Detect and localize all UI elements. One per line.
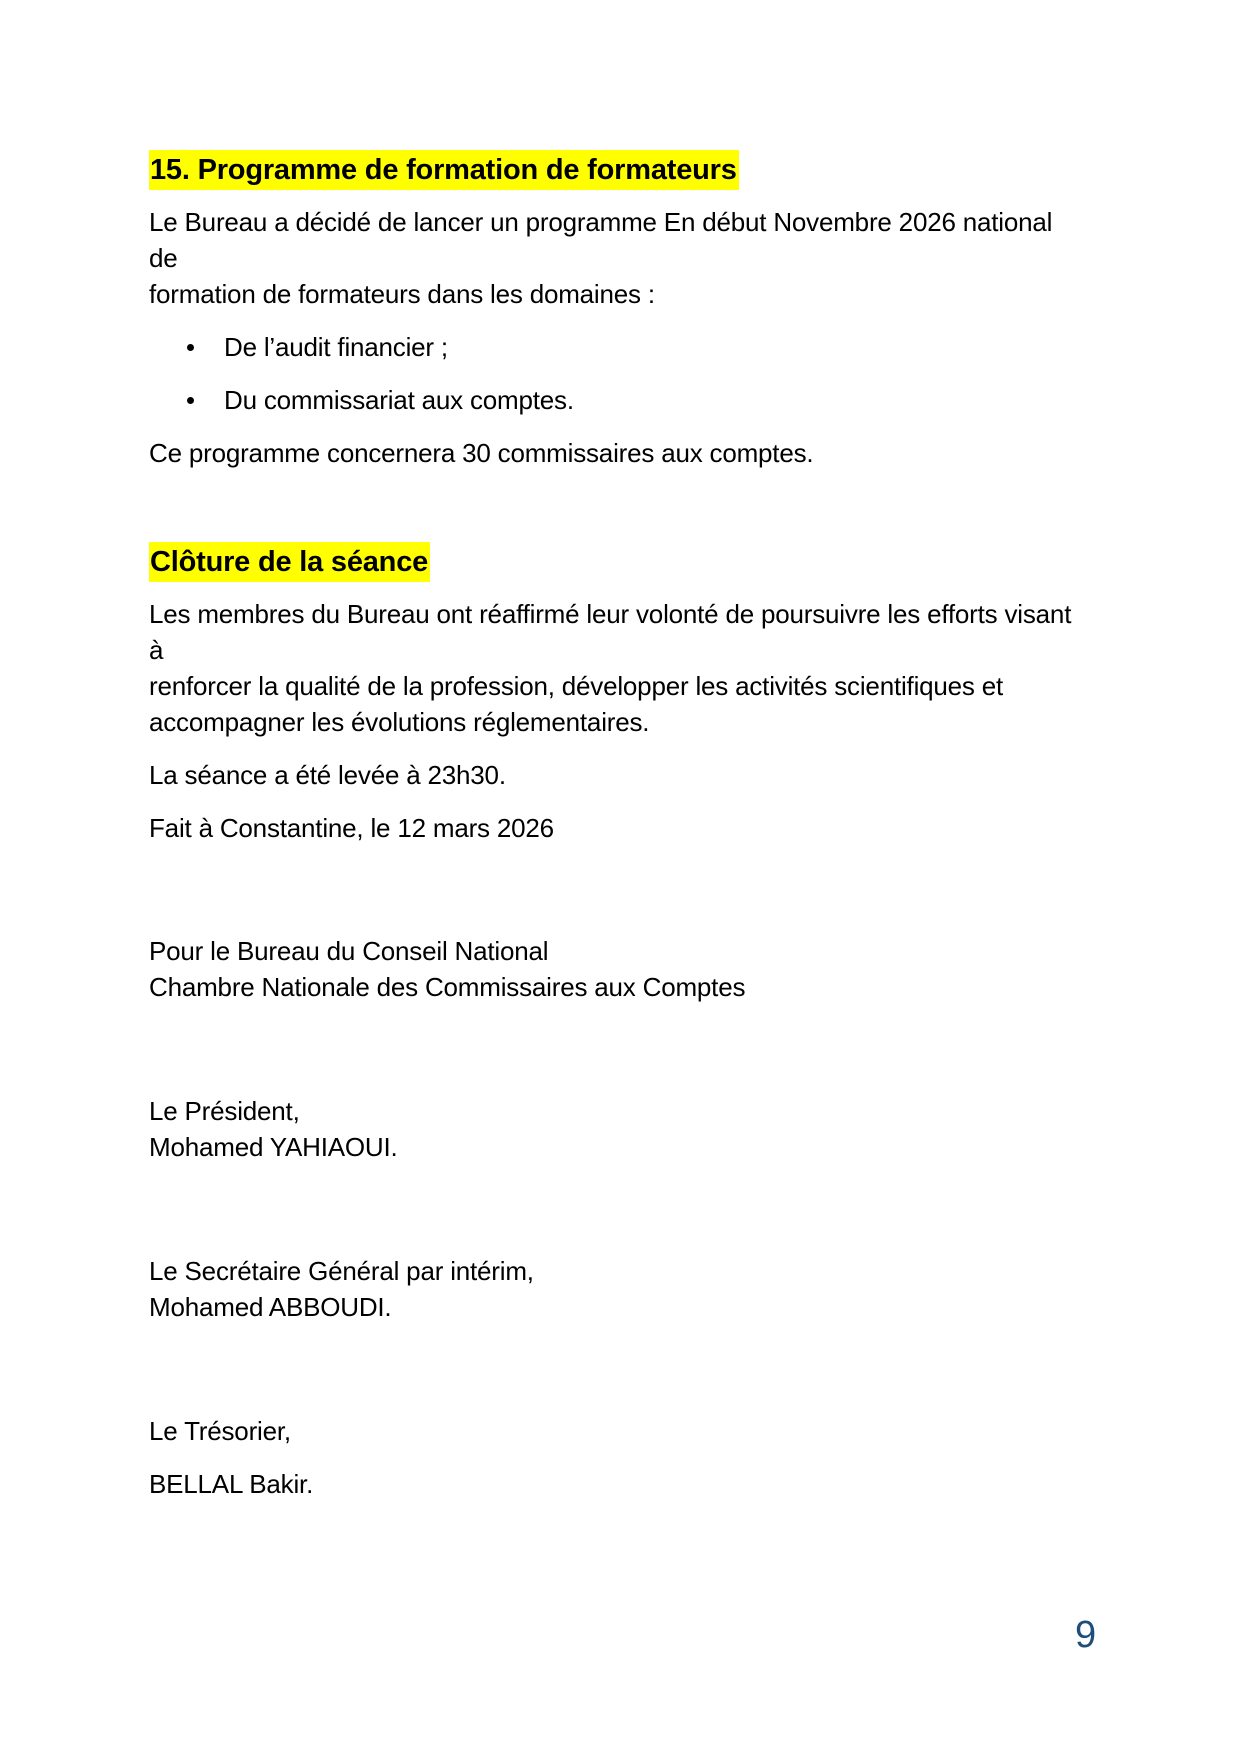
list-item-text: Du commissariat aux comptes. (224, 385, 574, 415)
secretary-title: Le Secrétaire Général par intérim, (149, 1256, 534, 1286)
treasurer-name: BELLAL Bakir. (149, 1469, 314, 1499)
signature-spacer (149, 863, 1079, 933)
closing-heading: Clôture de la séance (149, 542, 430, 582)
list-item (149, 382, 1079, 418)
closing-paragraph-line-1: Les membres du Bureau ont réaffirmé leur volonté de poursuivre les efforts visant à (149, 599, 1072, 665)
signature-spacer (149, 1182, 1079, 1253)
secretary-signature (149, 1253, 1079, 1325)
place-date-text: Fait à Constantine, le 12 mars 2026 (149, 813, 554, 843)
closing-heading-wrap (149, 542, 1079, 582)
page-number: 9 (1075, 1614, 1097, 1656)
secretary-name: Mohamed ABBOUDI. (149, 1292, 392, 1322)
section-15-intro (149, 204, 1079, 312)
signing-body-line-1: Pour le Bureau du Conseil National (149, 936, 549, 966)
section-15-bullet-list (149, 329, 1079, 418)
section-15-conclusion: Ce programme concernera 30 commissaires aux comptes. (149, 438, 814, 468)
signature-spacer (149, 1022, 1079, 1093)
section-spacer (149, 488, 1079, 542)
section-15-heading-wrap (149, 150, 1079, 190)
president-title: Le Président, (149, 1096, 300, 1126)
signature-spacer (149, 1342, 1079, 1413)
treasurer-title: Le Trésorier, (149, 1416, 291, 1446)
adjourned-text: La séance a été levée à 23h30. (149, 760, 506, 790)
president-signature (149, 1093, 1079, 1165)
signing-body-line-2: Chambre Nationale des Commissaires aux Comptes (149, 972, 746, 1002)
closing-paragraph (149, 596, 1079, 740)
list-item (149, 329, 1079, 365)
section-15-intro-line-2: formation de formateurs dans les domaines : (149, 279, 655, 309)
closing-paragraph-line-2: renforcer la qualité de la profession, développer les activités scientifiques et (149, 671, 1004, 701)
signing-body (149, 933, 1079, 1005)
list-item-text: De l’audit financier ; (224, 332, 448, 362)
section-15-intro-line-1: Le Bureau a décidé de lancer un programme En début Novembre 2026 national de (149, 207, 1053, 273)
bullet-icon (187, 397, 194, 404)
document-body (149, 150, 1079, 1519)
bullet-icon (187, 344, 194, 351)
president-name: Mohamed YAHIAOUI. (149, 1132, 398, 1162)
section-15-heading: 15. Programme de formation de formateurs (149, 150, 739, 190)
closing-paragraph-line-3: accompagner les évolutions réglementaires. (149, 707, 650, 737)
